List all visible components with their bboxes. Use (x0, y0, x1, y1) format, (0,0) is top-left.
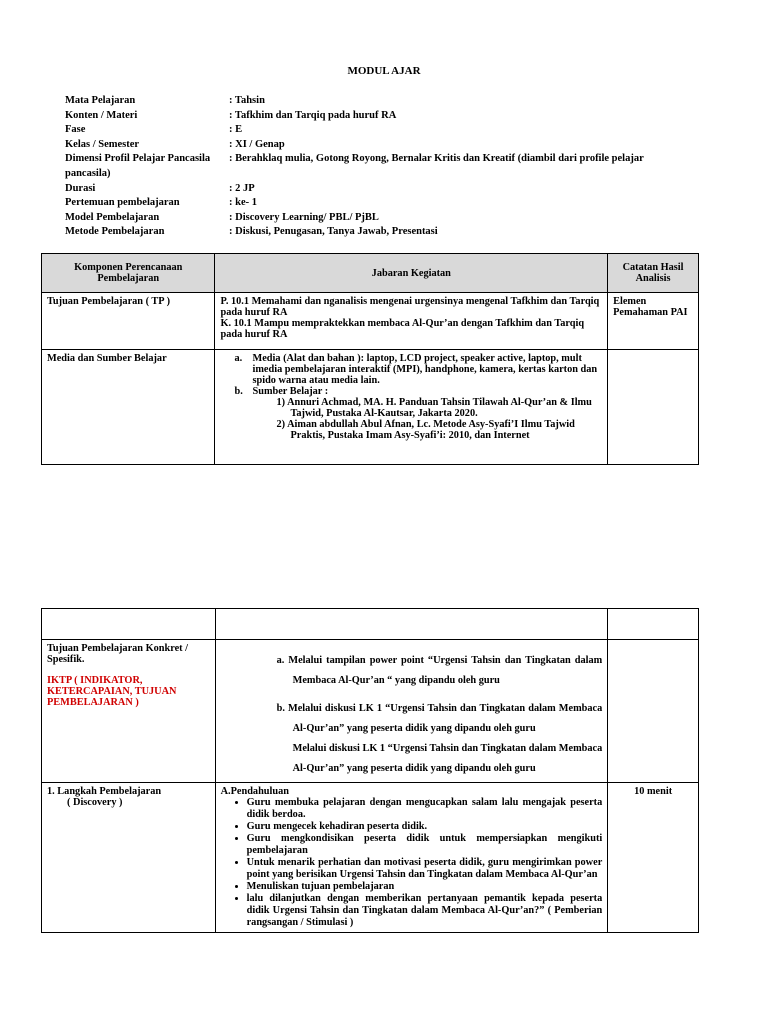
meta-row (65, 225, 705, 240)
objective-item: a. Melalui tampilan power point “Urgensi Tahsin dan Tingkatan dalam Membaca Al-Qur’an “ yang dipandu oleh guru (276, 655, 603, 686)
meta-value: : ke- 1 (229, 197, 257, 209)
column-header: Komponen Perencanaan Pembelajaran (42, 254, 215, 293)
duration: 10 menit (608, 783, 699, 933)
meta-label: Metode Pembelajaran (65, 226, 165, 238)
step-label: 1. Langkah Pembelajaran (47, 786, 162, 797)
row-note (608, 640, 699, 783)
list-item (220, 353, 602, 386)
meta-value: : Berahklaq mulia, Gotong Royong, Bernalar Kritis dan Kreatif (diambil dari profile pelajar (229, 153, 644, 165)
iktp-label: IKTP ( INDIKATOR, KETERCAPAIAN, TUJUAN PEMBELAJARAN ) (47, 675, 177, 708)
source-item: 2) Aiman abdullah Abul Afnan, Lc. Metode Asy-Syafi’I Ilmu Tajwid Praktis, Pustaka Imam Asy-Syafi’i: 2010, dan Internet (276, 419, 575, 441)
objective-item: b. Melalui diskusi LK 1 “Urgensi Tahsin dan Tingkatan dalam Membaca Al-Qur’an” yang peserta didik yang dipandu oleh guru (276, 703, 603, 734)
meta-row (65, 196, 705, 211)
meta-label: Pertemuan pembelajaran (65, 197, 180, 209)
source-item: 1) Annuri Achmad, MA. H. Panduan Tahsin Tilawah Al-Qur’an & Ilmu Tajwid, Pustaka Al-Kautsar, Jakarta 2020. (276, 397, 592, 419)
list-item: • Guru mengkondisikan peserta didik untuk mempersiapkan mengikuti pembelajaran (247, 833, 603, 857)
row-label: Media dan Sumber Belajar (42, 350, 215, 465)
meta-value: : XI / Genap (229, 138, 285, 150)
meta-value: : Tafkhim dan Tarqiq pada huruf RA (229, 109, 397, 121)
row-content (215, 293, 608, 350)
list-item: • Guru mengecek kehadiran peserta didik. (247, 821, 603, 833)
empty-cell (215, 609, 608, 640)
meta-label: pancasila) (65, 167, 111, 179)
row-label (42, 640, 216, 783)
row-note: Elemen Pemahaman PAI (608, 293, 699, 350)
meta-row (65, 211, 705, 226)
table-row (42, 783, 699, 933)
table-row (42, 293, 699, 350)
list-marker: a. (234, 353, 243, 364)
column-header: Jabaran Kegiatan (215, 254, 608, 293)
list-item: • lalu dilanjutkan dengan memberikan pertanyaan pemantik kepada peserta didik Urgensi Tahsin dan Tingkatan dalam Membaca Al-Qur’an?” ( Pemberian rangsangan / Stimulasi ) (247, 893, 603, 929)
meta-label: Mata Pelajaran (65, 95, 136, 106)
empty-cell (42, 609, 216, 640)
tp-concrete-label: Tujuan Pembelajaran Konkret / Spesifik. (47, 643, 189, 665)
meta-row (65, 182, 705, 197)
meta-value: : Discovery Learning/ PBL/ PjBL (229, 211, 379, 223)
row-content (215, 640, 608, 783)
tp-line: P. 10.1 Memahami dan nganalisis mengenai urgensinya mengenal Tafkhim dan Tarqiq pada huruf RA (220, 296, 600, 318)
list-item: • Guru membuka pelajaran dengan mengucapkan salam lalu mengajak peserta didik berdoa. (247, 797, 603, 821)
planning-table (41, 253, 699, 465)
table-header-row (42, 254, 699, 293)
meta-label: Kelas / Semester (65, 138, 140, 150)
document-title: MODUL AJAR (347, 65, 421, 77)
list-text: Media (Alat dan bahan ): laptop, LCD project, speaker active, laptop, mult imedia pembelajaran interaktif (MPI), handphone, kamera, kertas karton dan spido warna atau media lain. (252, 353, 598, 386)
row-label (42, 783, 216, 933)
meta-value: : Diskusi, Penugasan, Tanya Jawab, Presentasi (229, 226, 438, 238)
module-metadata (65, 94, 705, 240)
list-item: • Menuliskan tujuan pembelajaran (247, 881, 603, 893)
row-label: Tujuan Pembelajaran ( TP ) (42, 293, 215, 350)
objective-repeat: Melalui diskusi LK 1 “Urgensi Tahsin dan Tingkatan dalam Membaca Al-Qur’an” yang peserta didik yang dipandu oleh guru (292, 743, 603, 774)
row-content (215, 783, 608, 933)
meta-value: : E (229, 124, 243, 136)
table-row (42, 609, 699, 640)
meta-row (65, 109, 705, 124)
meta-value (229, 167, 705, 182)
list-text: Sumber Belajar : (252, 386, 329, 397)
activity-list (221, 797, 603, 929)
meta-value: : Tahsin (229, 95, 265, 106)
row-note (608, 350, 699, 465)
column-header: Catatan Hasil Analisis (608, 254, 699, 293)
meta-value: : 2 JP (229, 182, 255, 194)
table-row (42, 640, 699, 783)
meta-label: Dimensi Profil Pelajar Pancasila (65, 153, 211, 165)
meta-row (65, 123, 705, 138)
meta-label: Durasi (65, 182, 96, 194)
meta-row (65, 138, 705, 153)
list-marker: b. (234, 386, 243, 397)
meta-label: Model Pembelajaran (65, 211, 160, 223)
meta-row (65, 167, 705, 182)
meta-row (65, 94, 705, 109)
meta-label: Konten / Materi (65, 109, 138, 121)
section-heading: A.Pendahuluan (220, 786, 289, 797)
tp-line: K. 10.1 Mampu mempraktekkan membaca Al-Qur’an dengan Tafkhim dan Tarqiq pada huruf RA (220, 318, 585, 340)
list-item: • Untuk menarik perhatian dan motivasi peserta didik, guru mengirimkan power point yang berisikan Urgensi Tahsin dan Tingkatan dalam Membaca Al-Qur’an (247, 857, 603, 881)
activity-table (41, 608, 699, 933)
meta-row (65, 152, 705, 167)
meta-label: Fase (65, 124, 86, 136)
empty-cell (608, 609, 699, 640)
row-content (215, 350, 608, 465)
step-sublabel: ( Discovery ) (67, 797, 123, 808)
table-row (42, 350, 699, 465)
list-item (220, 386, 602, 397)
